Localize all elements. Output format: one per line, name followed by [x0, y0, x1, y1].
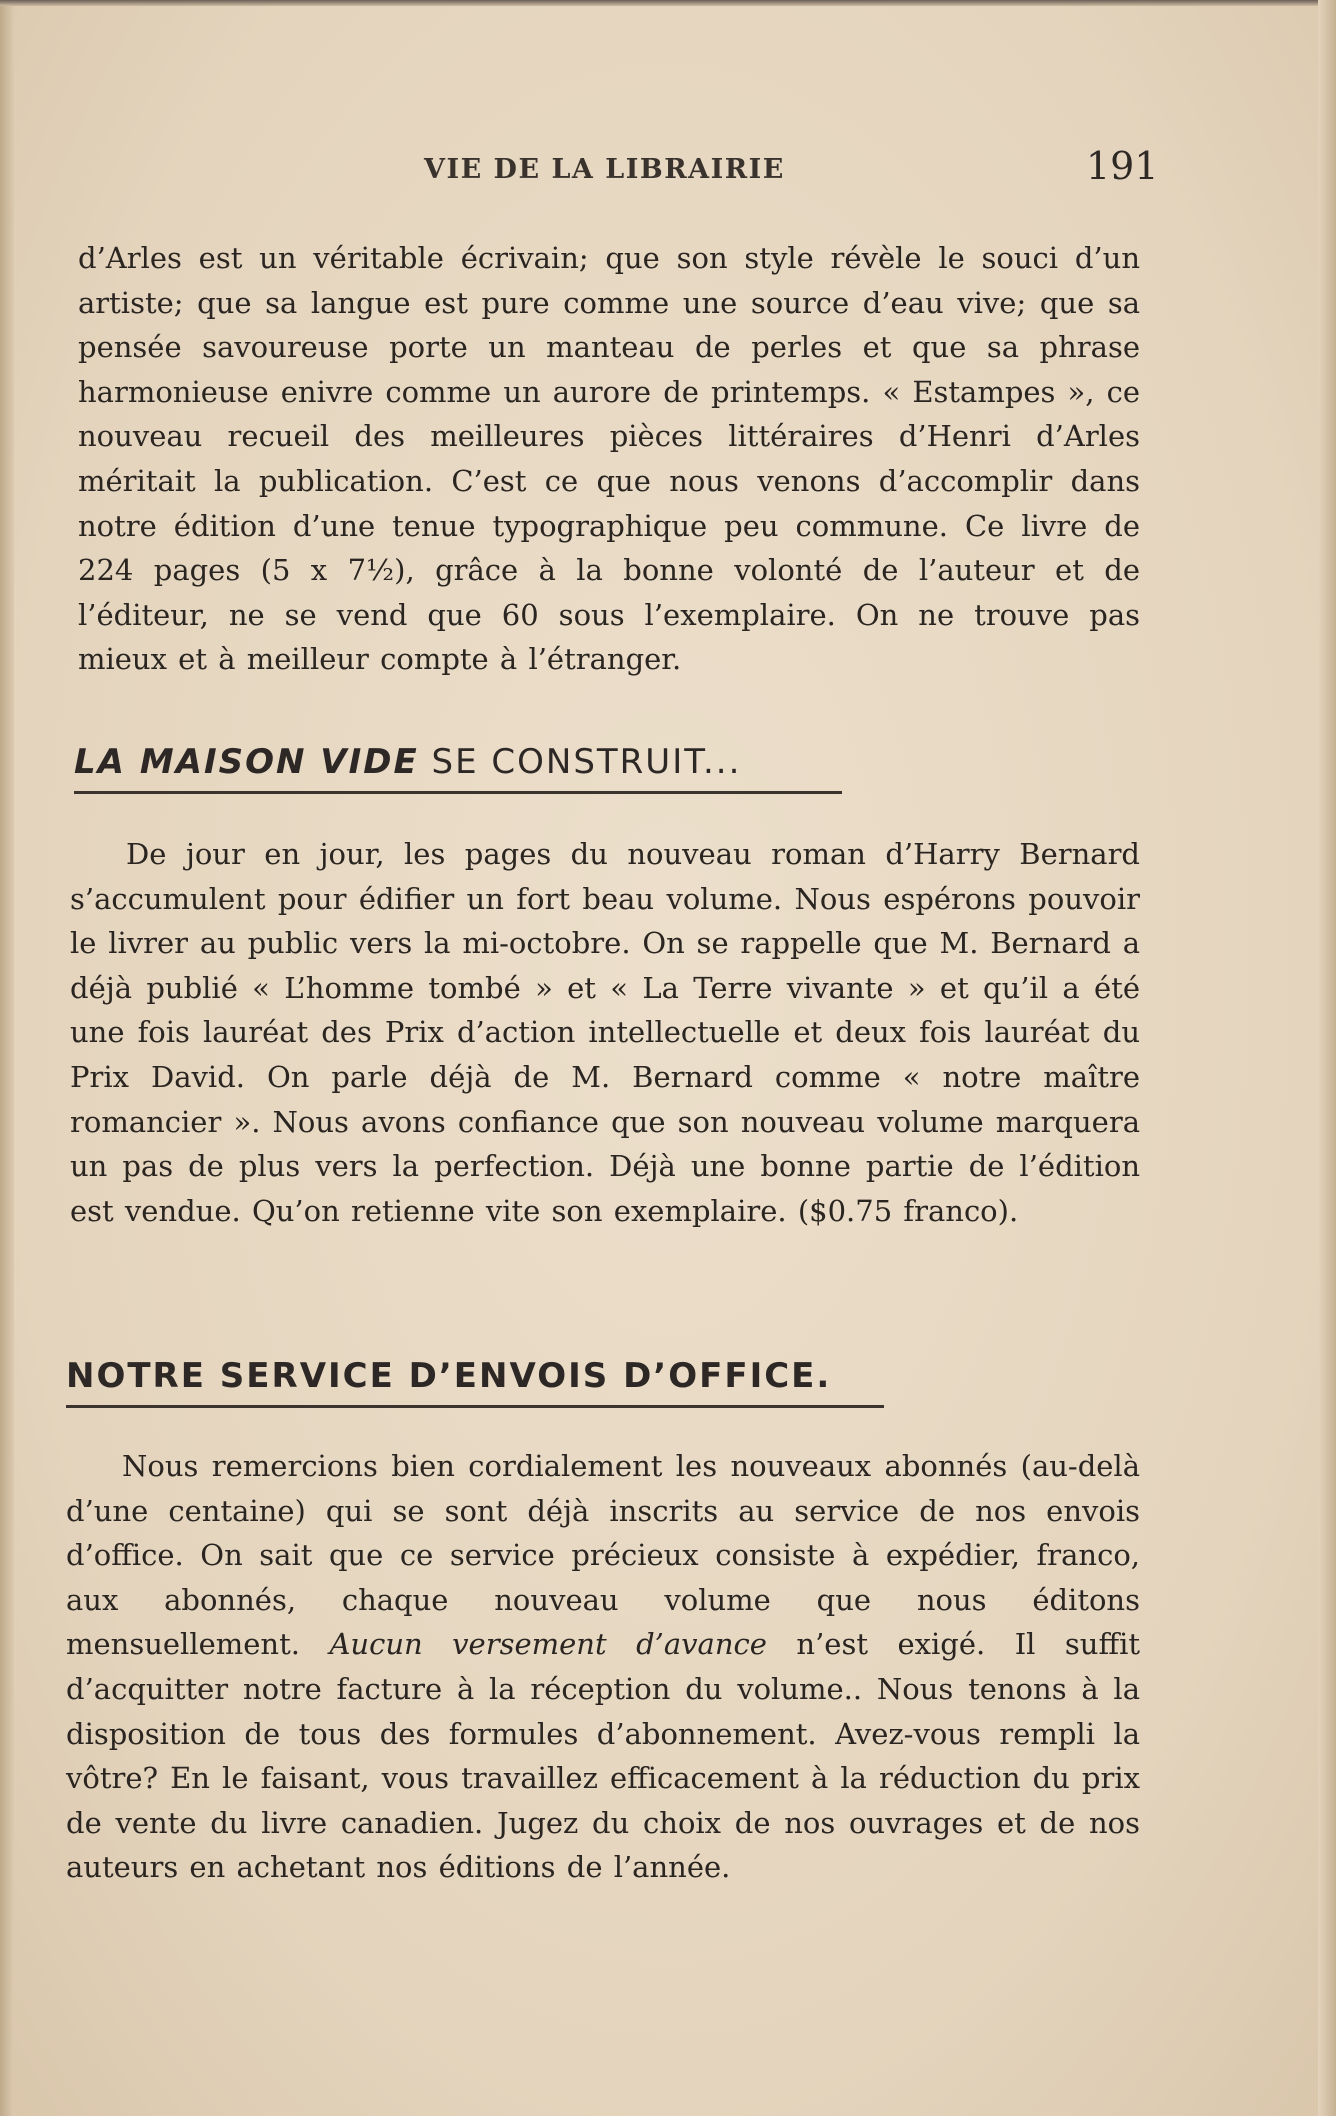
page-left-edge: [0, 0, 14, 2116]
text-segment: n’est exigé. Il suffit d’acquitter notre facture à la réception du volume.. Nous tenons à la disposition de tous des formules d’abonnement. Avez-vous rempli la vôtre? En le faisant, vous travaillez efficacement à la réduction du prix de vente du livre canadien. Jugez du choix de nos ouvrages et de nos auteurs en achetant nos éditions de l’année.: [66, 1627, 1140, 1885]
italic-emphasis: Aucun versement d’avance: [329, 1627, 767, 1662]
paragraph-text: [66, 1444, 1140, 1890]
heading-underline: [66, 1405, 884, 1408]
section-heading-service-envois: NOTRE SERVICE D’ENVOIS D’OFFICE.: [66, 1356, 832, 1396]
page-top-edge: [0, 0, 1336, 6]
page-number: 191: [1086, 144, 1159, 188]
heading-italic-title: LA MAISON VIDE: [74, 742, 419, 782]
paragraph-text: d’Arles est un véritable écrivain; que son style révèle le souci d’un artiste; que sa langue est pure comme une source d’eau vive; que sa pensée savoureuse porte un manteau de perles et que sa phrase harmonieuse enivre comme un aurore de printemps. « Estampes », ce nouveau recueil des meilleures pièces littéraires d’Henri d’Arles méritait la publication. C’est ce que nous venons d’accomplir dans notre édition d’une tenue typographique peu commune. Ce livre de 224 pages (5 x 7½), grâce à la bonne volonté de l’auteur et de l’éditeur, ne se vend que 60 sous l’exemplaire. On ne trouve pas mieux et à meilleur compte à l’étranger.: [78, 241, 1140, 677]
running-head: [0, 144, 1336, 190]
paragraph-continued: [78, 236, 1140, 682]
section-body-service-envois: [66, 1444, 1140, 1890]
paragraph-text: De jour en jour, les pages du nouveau roman d’Harry Bernard s’accumulent pour édifier un fort beau volume. Nous espérons pouvoir le livrer au public vers la mi-octobre. On se rappelle que M. Bernard a déjà publié « L’homme tombé » et « La Terre vivante » et qu’il a été une fois lauréat des Prix d’action intellectuelle et deux fois lauréat du Prix David. On parle déjà de M. Bernard comme « notre maître romancier ». Nous avons confiance que son nouveau volume marquera un pas de plus vers la perfection. Déjà une bonne partie de l’édition est vendue. Qu’on retienne vite son exemplaire. ($0.75 franco).: [70, 837, 1140, 1228]
page-right-edge: [1318, 0, 1336, 2116]
section-heading-maison-vide: [74, 742, 741, 782]
section-body-maison-vide: [70, 832, 1140, 1233]
heading-underline: [74, 791, 842, 794]
running-title: VIE DE LA LIBRAIRIE: [424, 154, 785, 185]
heading-title-rest: SE CONSTRUIT...: [418, 742, 742, 782]
text-segment: Nous remercions bien cordialement les nouveaux abonnés (au-delà d’une centaine) qui se sont déjà inscrits au service de nos envois d’office. On sait que ce service précieux consiste à expédier, franco, aux abonnés, chaque nouveau volume que nous éditons mensuellement.: [66, 1449, 1140, 1662]
